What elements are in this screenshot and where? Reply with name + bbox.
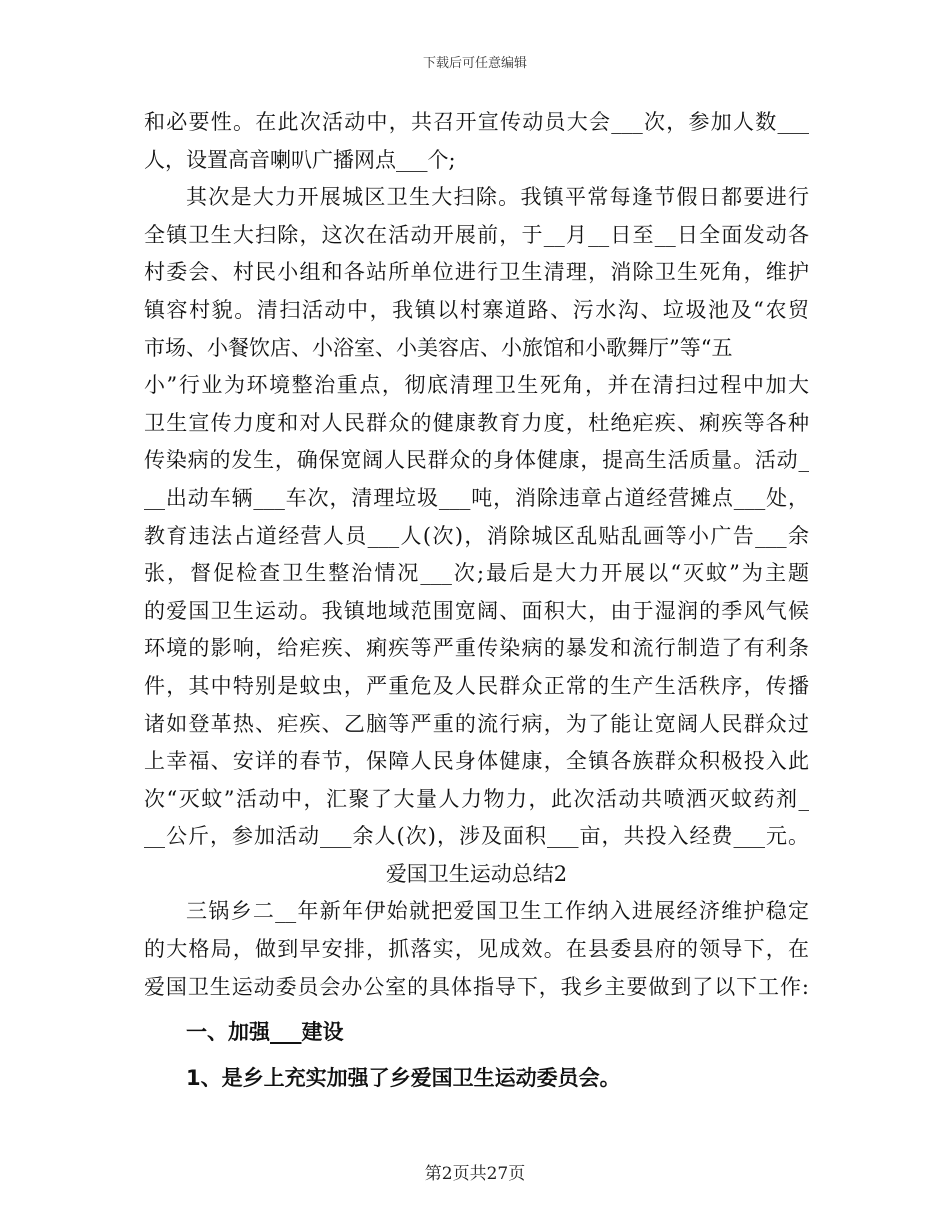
text-line: 环境的影响，给疟疾、痢疾等严重传染病的暴发和流行制造了有利条 — [144, 636, 809, 661]
text-line: 诸如登革热、疟疾、乙脑等严重的流行病，为了能让宽阔人民群众过 — [144, 711, 809, 736]
text-line: 教育违法占道经营人员___人(次)，消除城区乱贴乱画等小广告___余 — [144, 523, 809, 548]
outline-heading: 一、加强___建设 — [186, 1020, 344, 1045]
text-line: 传染病的发生，确保宽阔人民群众的身体健康，提高生活质量。活动_ — [144, 448, 809, 473]
text-line: 其次是大力开展城区卫生大扫除。我镇平常每逢节假日都要进行 — [186, 185, 809, 210]
text-line: __出动车辆___车次，清理垃圾___吨，消除违章占道经营摊点___处， — [144, 485, 809, 510]
text-line: 市场、小餐饮店、小浴室、小美容店、小旅馆和小歌舞厅”等“五 — [144, 335, 733, 360]
text-line: 人，设置高音喇叭广播网点___个; — [144, 147, 456, 172]
text-line: 和必要性。在此次活动中，共召开宣传动员大会___次，参加人数___ — [144, 110, 809, 134]
text-line: 卫生宣传力度和对人民群众的健康教育力度，杜绝疟疾、痢疾等各种 — [144, 410, 809, 435]
text-line: 村委会、村民小组和各站所单位进行卫生清理，消除卫生死角，维护 — [144, 260, 809, 285]
text-line: 三锅乡二__年新年伊始就把爱国卫生工作纳入进展经济维护稳定 — [186, 899, 809, 924]
text-line: 件，其中特别是蚊虫，严重危及人民群众正常的生产生活秩序，传播 — [144, 673, 809, 698]
text-line: 次“灭蚊”活动中，汇聚了大量人力物力，此次活动共喷洒灭蚊药剂_ — [144, 786, 809, 811]
text-line: 镇容村貌。清扫活动中，我镇以村寨道路、污水沟、垃圾池及“农贸 — [144, 297, 809, 322]
text-line: 的爱国卫生运动。我镇地域范围宽阔、面积大，由于湿润的季风气候 — [144, 598, 809, 623]
document-body — [144, 104, 809, 1098]
text-line: 小”行业为环境整治重点，彻底清理卫生死角，并在清扫过程中加大 — [144, 373, 809, 398]
outline-item: 1、是乡上充实加强了乡爱国卫生运动委员会。 — [186, 1066, 621, 1091]
section-heading: 爱国卫生运动总结2 — [385, 861, 568, 886]
text-line: 上幸福、安详的春节，保障人民身体健康，全镇各族群众积极投入此 — [144, 749, 809, 774]
page-number: 第2页共27页 — [424, 1164, 526, 1184]
text-line: 全镇卫生大扫除，这次在活动开展前，于__月__日至__日全面发动各 — [144, 222, 809, 247]
text-line: __公斤，参加活动___余人(次)，涉及面积___亩，共投入经费___元。 — [144, 824, 809, 849]
text-line: 爱国卫生运动委员会办公室的具体指导下，我乡主要做到了以下工作: — [144, 974, 809, 999]
text-line: 的大格局，做到早安排，抓落实，见成效。在县委县府的领导下，在 — [144, 937, 809, 962]
page-header: 下载后可任意编辑 — [422, 56, 527, 71]
text-line: 张，督促检查卫生整治情况___次;最后是大力开展以“灭蚊”为主题 — [144, 561, 809, 586]
